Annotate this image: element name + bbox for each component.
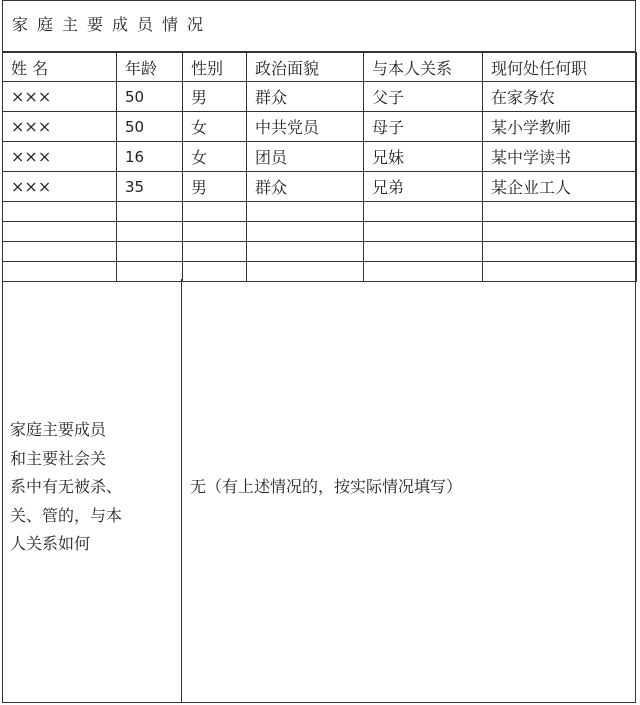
empty-cell [247,222,364,242]
table-header-row [3,53,637,82]
column-header-gender: 性别 [183,53,247,82]
cell-gender: 男 [183,82,247,112]
cell-relationship: 兄妹 [364,142,483,172]
column-header-occupation: 现何处任何职 [483,53,637,82]
answer-text: 无（有上述情况的，按实际情况填写） [190,477,463,496]
cell-political-status: 中共党员 [247,112,364,142]
question-cell [2,279,182,703]
empty-cell [183,222,247,242]
cell-name: ××× [3,172,117,202]
empty-cell [483,202,637,222]
cell-relationship: 母子 [364,112,483,142]
cell-political-status: 群众 [247,82,364,112]
family-members-table [2,52,637,282]
empty-cell [364,242,483,262]
cell-age: 50 [117,82,183,112]
column-header-name: 姓 名 [3,53,117,82]
cell-age: 16 [117,142,183,172]
empty-cell [364,202,483,222]
empty-row [3,222,637,242]
cell-occupation: 某小学教师 [483,112,637,142]
empty-cell [117,242,183,262]
empty-cell [183,202,247,222]
cell-occupation: 某中学读书 [483,142,637,172]
cell-occupation: 某企业工人 [483,172,637,202]
form-title-row [2,0,636,52]
question-label: 家庭主要成员 和主要社会关 系中有无被杀、 关、管的，与本 人关系如何 [10,420,123,553]
column-header-relationship: 与本人关系 [364,53,483,82]
cell-age: 35 [117,172,183,202]
cell-gender: 男 [183,172,247,202]
empty-cell [3,242,117,262]
empty-cell [364,222,483,242]
cell-political-status: 群众 [247,172,364,202]
empty-cell [3,222,117,242]
table-row [3,112,637,142]
empty-cell [483,222,637,242]
cell-gender: 女 [183,142,247,172]
cell-name: ××× [3,142,117,172]
cell-relationship: 兄弟 [364,172,483,202]
cell-name: ××× [3,112,117,142]
column-header-age: 年龄 [117,53,183,82]
empty-cell [117,222,183,242]
cell-relationship: 父子 [364,82,483,112]
cell-age: 50 [117,112,183,142]
table-row [3,82,637,112]
cell-name: ××× [3,82,117,112]
empty-cell [183,242,247,262]
empty-cell [247,242,364,262]
social-relations-section [2,279,636,703]
empty-cell [247,202,364,222]
empty-row [3,202,637,222]
cell-political-status: 团员 [247,142,364,172]
table-row [3,172,637,202]
cell-occupation: 在家务农 [483,82,637,112]
empty-cell [117,202,183,222]
empty-cell [3,202,117,222]
table-row [3,142,637,172]
cell-gender: 女 [183,112,247,142]
form-title: 家庭主要成员情况 [12,15,213,34]
empty-row [3,242,637,262]
empty-cell [483,242,637,262]
column-header-political-status: 政治面貌 [247,53,364,82]
